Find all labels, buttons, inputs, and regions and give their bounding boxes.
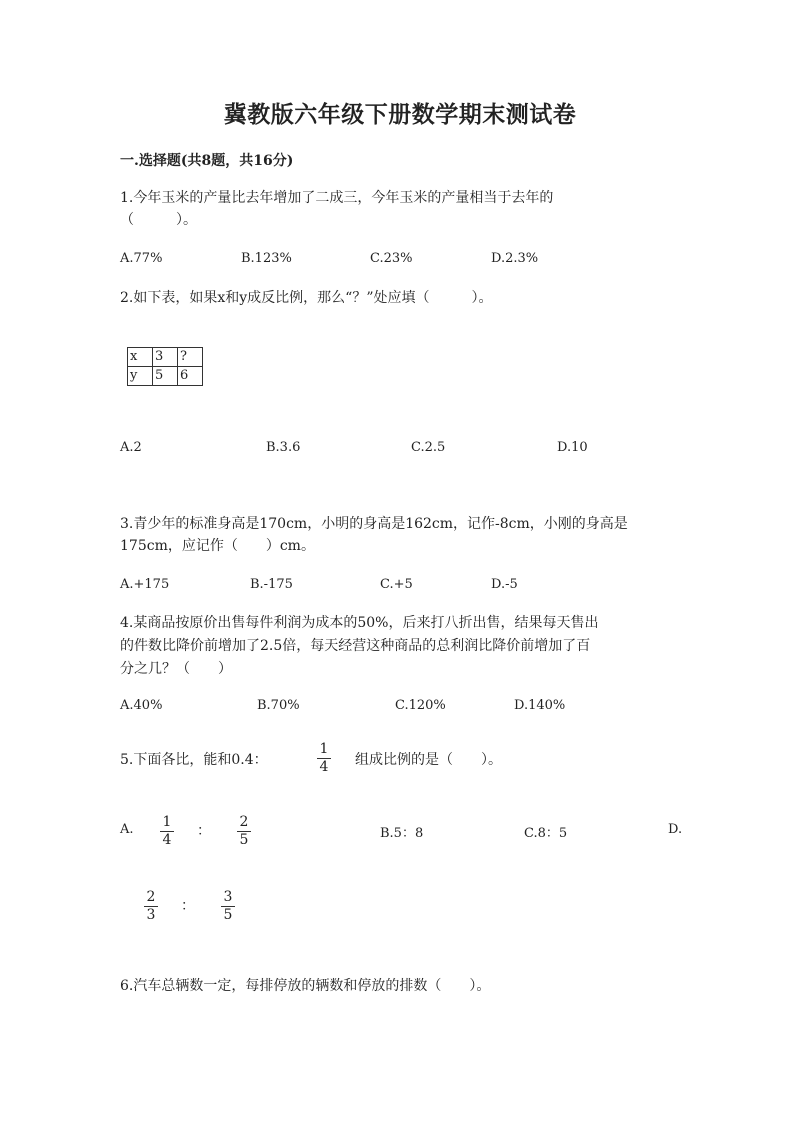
question-5-option-c: C.8：5 [524,826,568,841]
question-4-line-1: 4.某商品按原价出售每件利润为成本的50%，后来打八折出售，结果每天售出 [120,615,599,631]
question-3-option-c: C.+5 [380,577,413,592]
question-4-option-b: B.70% [257,698,300,713]
fraction-denominator: 3 [146,907,156,923]
table-cell: 5 [153,367,178,386]
fraction-denominator: 4 [162,832,172,848]
question-2-option-d: D.10 [557,440,588,455]
question-1-option-c: C.23% [370,251,413,266]
fraction-numerator: 2 [146,889,156,905]
question-3-line-2: 175cm，应记作（ ）cm。 [120,538,315,554]
question-5-option-d-label: D. [668,822,683,837]
fraction-numerator: 2 [239,814,249,830]
question-5-fraction [316,742,332,775]
section-heading: 一.选择题(共8题，共16分) [120,153,294,169]
option-a-ratio-separator: ： [197,823,211,839]
fraction-denominator: 5 [223,907,233,923]
question-1-line-2: （ ）。 [120,212,197,228]
fraction-numerator: 1 [162,814,172,830]
question-4-option-c: C.120% [395,698,446,713]
option-a-fraction-1 [159,815,175,848]
question-5-prefix: 5.下面各比，能和0.4： [120,752,268,768]
fraction-numerator: 1 [319,741,329,757]
fraction-denominator: 5 [239,832,249,848]
question-4-line-2: 的件数比降价前增加了2.5倍，每天经营这种商品的总利润比降价前增加了百 [120,638,591,654]
table-row [128,348,203,367]
table-cell: 3 [153,348,178,367]
table-cell: 6 [178,367,203,386]
question-3-line-1: 3.青少年的标准身高是170cm，小明的身高是162cm，记作-8cm，小刚的身高是 [120,516,628,532]
xy-table [127,347,203,386]
fraction-denominator: 4 [319,759,329,775]
table-row [128,367,203,386]
question-5-suffix: 组成比例的是（ ）。 [355,752,502,768]
question-2-text: 2.如下表，如果x和y成反比例，那么“？”处应填（ ）。 [120,290,493,306]
question-5-option-b: B.5：8 [380,826,424,841]
question-3-option-d: D.-5 [491,577,518,592]
question-2-option-a: A.2 [120,440,142,455]
fraction-numerator: 3 [223,889,233,905]
question-1-option-d: D.2.3% [491,251,539,266]
question-3-option-b: B.-175 [250,577,293,592]
question-3-option-a: A.+175 [120,577,170,592]
option-d-fraction-2 [220,890,236,923]
question-4-option-d: D.140% [514,698,566,713]
question-6-text: 6.汽车总辆数一定，每排停放的辆数和停放的排数（ ）。 [120,978,491,994]
table-cell: x [128,348,153,367]
question-5-option-a-label: A. [120,822,134,837]
option-d-fraction-1 [143,890,159,923]
question-1-option-b: B.123% [241,251,292,266]
question-1-line-1: 1.今年玉米的产量比去年增加了二成三，今年玉米的产量相当于去年的 [120,190,554,206]
page-title: 冀教版六年级下册数学期末测试卷 [223,101,577,128]
question-4-line-3: 分之几？（ ） [120,661,232,677]
question-1-option-a: A.77% [120,251,163,266]
question-4-option-a: A.40% [120,698,163,713]
question-2-option-c: C.2.5 [411,440,446,455]
option-d-ratio-separator: ： [181,898,195,914]
table-cell: y [128,367,153,386]
option-a-fraction-2 [236,815,252,848]
question-2-option-b: B.3.6 [266,440,301,455]
table-cell: ? [178,348,203,367]
